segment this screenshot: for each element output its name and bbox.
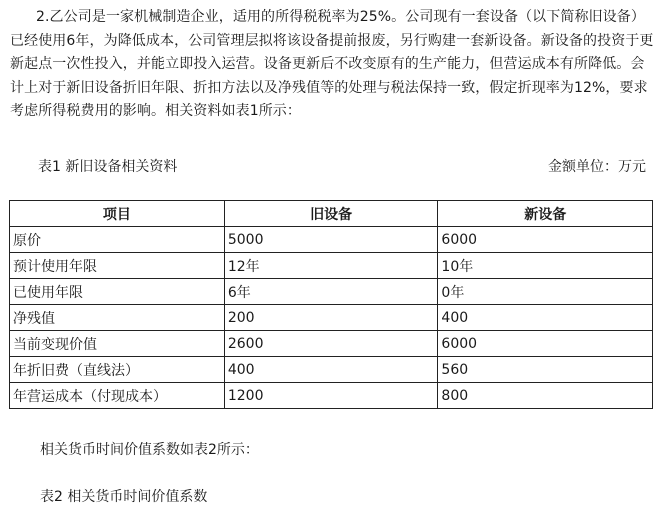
row-label: 年折旧费（直线法） xyxy=(10,357,225,383)
row-label: 当前变现价值 xyxy=(10,331,225,357)
table1-caption: 表1 新旧设备相关资料 xyxy=(38,159,178,175)
equipment-table xyxy=(9,200,653,409)
old-value: 200 xyxy=(224,305,438,331)
new-value: 6000 xyxy=(438,227,653,253)
header-old-equipment: 旧设备 xyxy=(224,201,438,227)
table-row xyxy=(10,279,653,305)
old-value: 400 xyxy=(224,357,438,383)
row-label: 原价 xyxy=(10,227,225,253)
table-row xyxy=(10,305,653,331)
new-value: 10年 xyxy=(438,253,653,279)
table-row xyxy=(10,227,653,253)
header-new-equipment: 新设备 xyxy=(438,201,653,227)
old-value: 12年 xyxy=(224,253,438,279)
table-row xyxy=(10,383,653,409)
table-row xyxy=(10,253,653,279)
table-row xyxy=(10,357,653,383)
new-value: 560 xyxy=(438,357,653,383)
new-value: 6000 xyxy=(438,331,653,357)
new-value: 0年 xyxy=(438,279,653,305)
old-value: 1200 xyxy=(224,383,438,409)
problem-paragraph: 2.乙公司是一家机械制造企业，适用的所得税税率为25%。公司现有一套设备（以下简称旧设备）已经使用6年，为降低成本，公司管理层拟将该设备提前报废，另行购建一套新设备。新设备的投资于更新起点一次性投入，并能立即投入运营。设备更新后不改变原有的生产能力，但营运成本有所降低。会计上对于新旧设备折旧年限、折扣方法以及净残值等的处理与税法保持一致，假定折现率为12%，要求考虑所得税费用的影响。相关资料如表1所示： xyxy=(10,9,654,119)
table2-caption: 表2 相关货币时间价值系数 xyxy=(40,489,208,505)
old-value: 5000 xyxy=(224,227,438,253)
table2-intro-note: 相关货币时间价值系数如表2所示： xyxy=(40,442,259,458)
table-row xyxy=(10,331,653,357)
row-label: 年营运成本（付现成本） xyxy=(10,383,225,409)
row-label: 预计使用年限 xyxy=(10,253,225,279)
row-label: 已使用年限 xyxy=(10,279,225,305)
header-item: 项目 xyxy=(10,201,225,227)
old-value: 6年 xyxy=(224,279,438,305)
new-value: 800 xyxy=(438,383,653,409)
table1-unit: 金额单位：万元 xyxy=(548,159,646,175)
new-value: 400 xyxy=(438,305,653,331)
old-value: 2600 xyxy=(224,331,438,357)
row-label: 净残值 xyxy=(10,305,225,331)
table1-caption-row xyxy=(10,156,646,178)
table-header-row xyxy=(10,201,653,227)
